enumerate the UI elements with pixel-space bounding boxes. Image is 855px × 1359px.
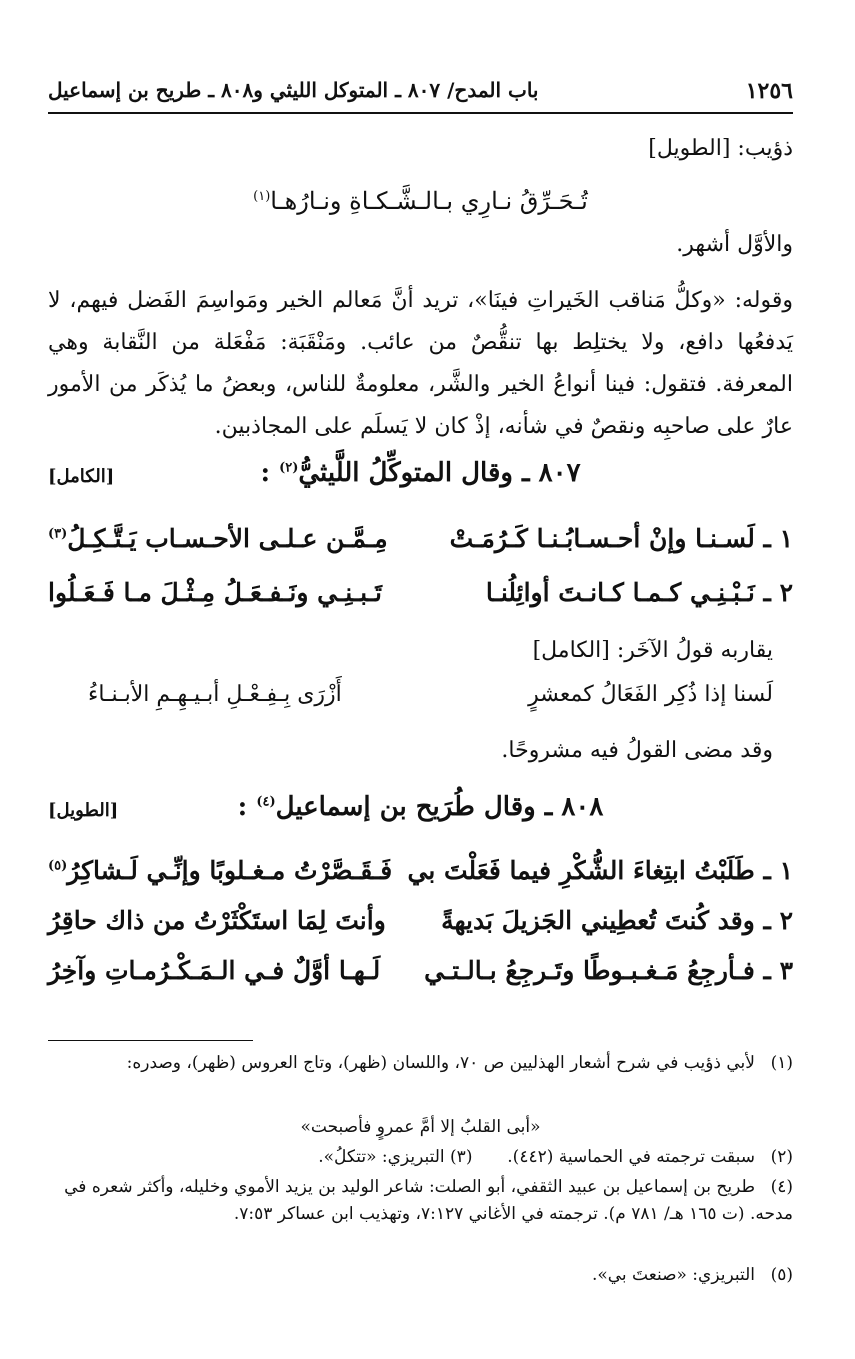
footnote-label: (١): [770, 1053, 793, 1073]
running-title: باب المدح/ ٨٠٧ ـ المتوكل الليثي و٨٠٨ ـ طريح بن إسماعيل: [48, 78, 539, 102]
hemistich-second-text: مِـمَّـن عـلـى الأحـسـاب يَـتَّـكِـلُ: [67, 524, 388, 553]
poem-807-verse-1: [48, 524, 793, 572]
hemistich-first: ١ ـ طَلَبْتُ ابتِغاءَ الشُّكْرِ فيما فَعَلْتَ بي: [407, 856, 793, 885]
footnote-ref-3: (٣): [48, 526, 68, 542]
footnote-label: (٢): [770, 1147, 793, 1167]
footnote-text: طريح بن إسماعيل بن عبيد الثقفي، أبو الصلت: شاعر الوليد بن يزيد الأموي وخليله، وأكثر شعره في مدحه. (ت ١٦٥ هـ/ ٧٨١ م). ترجمته في الأغاني ٧:١٢٧، وتهذيب ابن عساكر ٧:٥٣.: [64, 1177, 793, 1224]
footnote-text: سبقت ترجمته في الحماسية (٤٤٢).: [507, 1147, 755, 1167]
footnote-4: [48, 1174, 793, 1228]
hemistich-second: لَـهـا أوَّلٌ فـي الـمَـكْـرُمـاتِ وآخِرُ: [48, 956, 381, 985]
hemistich-second: تَـبـنِـي ونَـفـعَـلُ مِـثْـلَ مـا فَـعَـلُوا: [48, 578, 382, 607]
footnote-1-verse: «أبى القلبُ إلا أمَّ عمروٍ فأصبحت»: [300, 1117, 541, 1137]
poem-808-heading: [48, 792, 793, 836]
poem-808-title: ٨٠٨ ـ وقال طُرَيح بن إسماعيل$^{(٤)}$ :: [237, 792, 604, 822]
hemistich-second: أَزْرَى بِـفِـعْـلِ أبـيـهِـمِ الأبـنـاءُ: [88, 682, 342, 707]
footnote-text: التبريزي: «تتكلُ».: [318, 1147, 445, 1167]
footnote-label: (٤): [770, 1177, 793, 1197]
poem-807-title-text: ٨٠٧ ـ وقال المتوكِّلُ اللَّيثيُّ: [298, 458, 581, 488]
footnote-ref-4: (٤): [256, 794, 276, 810]
hemistich-first: ٢ ـ وقد كُنتَ تُعطِيني الجَزيلَ بَديهةً: [441, 906, 793, 935]
poem-808-verse-2: [48, 906, 793, 954]
running-header: [48, 72, 793, 114]
page-number: ١٢٥٦: [745, 78, 793, 104]
intro-verse: [48, 176, 793, 222]
hemistich-first: ١ ـ لَسـنـا وإنْ أحـسـابُـنـا كَـرُمَـتْ: [449, 524, 793, 553]
poem-807-heading: [48, 458, 793, 502]
comparison-verse: [88, 682, 773, 730]
intro-line: ذؤيب: [الطويل]: [648, 136, 793, 161]
footnote-1: [48, 1050, 793, 1077]
comparison-note: وقد مضى القولُ فيه مشروحًا.: [501, 738, 773, 763]
commentary-paragraph: وقوله: «وكلُّ مَناقب الخَيراتِ فينَا»، تريد أنَّ مَعالم الخير ومَواسِمَ الفَضل فيهم، لا يَدفعُها دافع، ولا يختلِط بها تنقُّصٌ من عائب. ومَنْقَبَة: مَفْعَلة من النَّقابة وهي المعرفة. فتقول: فينا أنواعُ الخير والشَّر، معلومةٌ للناس، وبعضُ ما يُذكَر من الأمور عارٌ على صاحبِه ونقصٌ في شأنه، إذْ كان لا يَسلَم على المجاذبين.: [48, 288, 793, 439]
hemistich-second: [48, 524, 388, 553]
hemistich-second: [48, 856, 392, 885]
footnote-label: (٣): [450, 1147, 473, 1167]
footnote-text: التبريزي: «صنعتَ بي».: [591, 1265, 755, 1285]
footnote-label: (٥): [770, 1265, 793, 1285]
book-page: [48, 0, 793, 1359]
hemistich-second-text: فَـقَـصَّرْتُ مـغـلوبًا وإنِّـي لَـشاكِرُ: [67, 856, 393, 885]
intro-note: والأوَّل أشهر.: [676, 232, 793, 257]
poem-807-meter: [الكامل]: [48, 466, 115, 487]
footnote-text: لأبي ذؤيب في شرح أشعار الهذليين ص ٧٠، واللسان (ظهر)، وتاج العروس (ظهر)، وصدره:: [126, 1053, 755, 1073]
footnote-ref-1: (١): [253, 189, 271, 204]
poem-808-meter: [الطويل]: [48, 800, 119, 821]
intro-verse-text: تُـحَـرِّقُ نـارِي بـالـشَّـكـاةِ ونـارُهـا: [270, 187, 588, 215]
hemistich-second: وأنتَ لِمَا استَكْثَرْتُ من ذاك حاقِرُ: [48, 906, 386, 935]
footnote-2-3: [48, 1144, 793, 1171]
poem-808-verse-3: [48, 956, 793, 1004]
footnote-separator: [48, 1040, 253, 1041]
footnote-ref-2: (٢): [279, 460, 299, 476]
poem-807-title: ٨٠٧ ـ وقال المتوكِّلُ اللَّيثيُّ$^{(٢)}$ :: [260, 458, 581, 488]
hemistich-first: لَسنا إذا ذُكِر الفَعَالُ كمعشرٍ: [528, 682, 773, 707]
comparison-intro: يقاربه قولُ الآخَر: [الكامل]: [532, 638, 773, 663]
poem-808-verse-1: [48, 856, 793, 904]
footnote-ref-5: (٥): [48, 858, 68, 874]
hemistich-first: ٢ ـ نَـبْـنِـي كـمـا كـانـتَ أوائِلُنـا: [485, 578, 793, 607]
hemistich-first: ٣ ـ فـأرجِعُ مَـغـبـوطًا وتَـرجِعُ بـالـتـي: [424, 956, 793, 985]
footnote-5: [48, 1262, 793, 1289]
poem-808-title-text: ٨٠٨ ـ وقال طُرَيح بن إسماعيل: [275, 792, 604, 822]
poem-807-verse-2: [48, 578, 793, 626]
